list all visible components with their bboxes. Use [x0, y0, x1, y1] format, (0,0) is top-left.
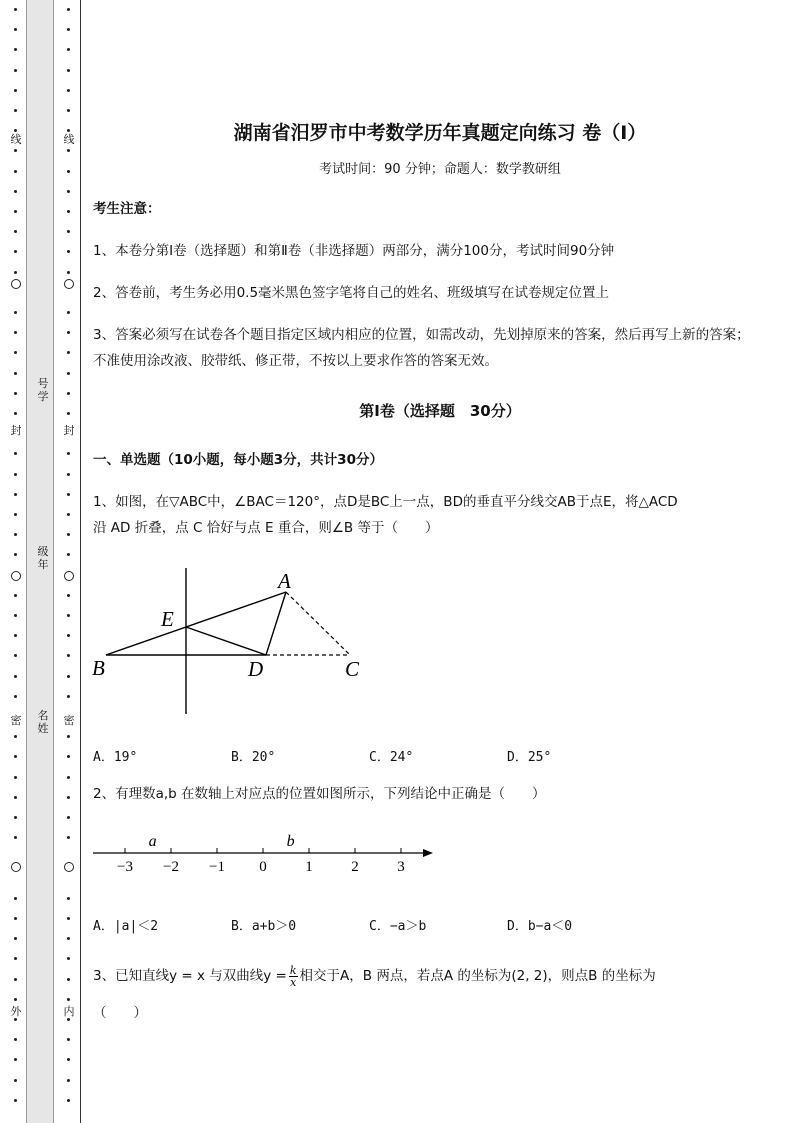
- binding-dot: [14, 210, 17, 213]
- binding-dot: [67, 533, 70, 536]
- binding-dot: [67, 331, 70, 334]
- binding-dot: [14, 776, 17, 779]
- binding-dot: [67, 351, 70, 354]
- binding-dot: [14, 271, 17, 274]
- notice-item-1: 1、本卷分第Ⅰ卷（选择题）和第Ⅱ卷（非选择题）两部分，满分100分，考试时间90分钟: [93, 243, 615, 259]
- binding-dot: [14, 190, 17, 193]
- notice-item-3: 3、答案必须写在试卷各个题目指定区域内相应的位置，如需改动，先划掉原来的答案，然后再写上新的答案；不准使用涂改液、胶带纸、修正带，不按以上要求作答的答案无效。: [93, 327, 750, 369]
- binding-dot: [67, 594, 70, 597]
- field-student-number: 号学: [37, 377, 49, 403]
- q2-option-c[interactable]: C．−a＞b: [369, 919, 427, 934]
- number-line-tick-label: 0: [259, 859, 267, 875]
- binding-dot: [14, 331, 17, 334]
- notice-item-2: 2、答卷前，考生务必用0.5毫米黑色签字笔将自己的姓名、班级填写在试卷规定位置上: [93, 285, 610, 301]
- binding-dot: [14, 553, 17, 556]
- binding-dot: [67, 1099, 70, 1102]
- q2-option-d[interactable]: D．b−a＜0: [507, 919, 573, 934]
- binding-dot: [14, 998, 17, 1001]
- binding-dot: [67, 816, 70, 819]
- q1-option-d[interactable]: D．25°: [507, 750, 552, 765]
- binding-dot: [67, 1038, 70, 1041]
- binding-dot: [67, 210, 70, 213]
- binding-dot: [67, 917, 70, 920]
- binding-circle: [64, 571, 74, 581]
- binding-dot: [14, 129, 17, 132]
- binding-circle: [11, 862, 21, 872]
- binding-circle: [64, 862, 74, 872]
- field-class: 级年: [37, 545, 49, 571]
- binding-dot: [67, 28, 70, 31]
- binding-dot: [14, 796, 17, 799]
- number-line-point-b: b: [286, 833, 295, 850]
- binding-dot: [14, 48, 17, 51]
- part-heading: 一、单选题（10小题，每小题3分，共计30分）: [93, 452, 383, 468]
- binding-dot: [67, 776, 70, 779]
- binding-dot: [67, 412, 70, 415]
- binding-dot: [14, 473, 17, 476]
- binding-dot: [67, 735, 70, 738]
- number-line-tick-label: −3: [117, 859, 133, 875]
- binding-dot: [14, 89, 17, 92]
- binding-circle: [11, 571, 21, 581]
- q1-option-a[interactable]: A．19°: [93, 750, 138, 765]
- binding-dot: [14, 1018, 17, 1021]
- binding-dot: [14, 351, 17, 354]
- binding-dot: [67, 695, 70, 698]
- binding-dot: [14, 149, 17, 152]
- binding-dot: [14, 816, 17, 819]
- binding-dot: [67, 1079, 70, 1082]
- binding-dot: [14, 675, 17, 678]
- binding-dot: [14, 1099, 17, 1102]
- label-D: D: [248, 657, 264, 681]
- binding-dot: [67, 897, 70, 900]
- binding-dot: [67, 978, 70, 981]
- q3-fraction: [289, 965, 298, 988]
- binding-dot: [14, 372, 17, 375]
- binding-dot: [67, 1058, 70, 1061]
- q3-fraction-denominator: x: [290, 975, 297, 989]
- binding-dot: [67, 392, 70, 395]
- q3-stem-part-a: 3、已知直线y = x 与双曲线y =: [93, 968, 287, 984]
- number-line-point-a: a: [148, 833, 157, 850]
- binding-dot: [14, 614, 17, 617]
- notice-heading: 考生注意：: [93, 201, 161, 217]
- binding-dot: [67, 250, 70, 253]
- binding-dot: [67, 614, 70, 617]
- binding-dot: [14, 1079, 17, 1082]
- page-title: 湖南省汨罗市中考数学历年真题定向练习 卷（Ⅰ）: [233, 122, 647, 144]
- binding-dot: [14, 513, 17, 516]
- right-label-mi: 密: [63, 714, 75, 727]
- binding-dot: [67, 957, 70, 960]
- binding-dot: [14, 1058, 17, 1061]
- binding-dot: [67, 796, 70, 799]
- binding-dot: [14, 735, 17, 738]
- binding-dot: [14, 392, 17, 395]
- binding-dot: [67, 372, 70, 375]
- binding-dot: [14, 695, 17, 698]
- binding-dot: [67, 129, 70, 132]
- label-C: C: [345, 657, 360, 681]
- binding-dot: [14, 836, 17, 839]
- binding-dot: [14, 250, 17, 253]
- binding-dot: [67, 1018, 70, 1021]
- number-line-tick-label: 1: [305, 859, 313, 875]
- field-name: 名姓: [37, 709, 49, 735]
- binding-dot: [67, 675, 70, 678]
- label-B: B: [92, 656, 105, 680]
- binding-circle: [64, 279, 74, 289]
- number-line-tick-label: −2: [163, 859, 179, 875]
- binding-dot: [14, 1038, 17, 1041]
- binding-dot: [14, 493, 17, 496]
- left-dot-column: [10, 0, 22, 1123]
- right-label-nei: 内: [63, 1005, 75, 1018]
- binding-dot: [67, 553, 70, 556]
- binding-dot: [14, 452, 17, 455]
- q2-option-a[interactable]: A．|a|＜2: [93, 919, 159, 934]
- binding-dot: [14, 957, 17, 960]
- binding-dot: [14, 230, 17, 233]
- binding-dot: [67, 69, 70, 72]
- binding-dot: [14, 755, 17, 758]
- left-label-mi: 密: [10, 714, 22, 727]
- binding-dot: [14, 937, 17, 940]
- q1-stem-line2: 沿 AD 折叠，点 C 恰好与点 E 重合，则∠B 等于（ ）: [93, 520, 439, 536]
- right-label-feng: 封: [63, 424, 75, 437]
- label-A: A: [278, 569, 291, 593]
- binding-dot: [67, 8, 70, 11]
- binding-dot: [67, 190, 70, 193]
- binding-dot: [67, 513, 70, 516]
- binding-dot: [67, 634, 70, 637]
- binding-dot: [67, 473, 70, 476]
- number-line-tick-label: 2: [351, 859, 359, 875]
- q2-stem: 2、有理数a,b 在数轴上对应点的位置如图所示，下列结论中正确是（ ）: [93, 786, 546, 802]
- binding-dot: [67, 654, 70, 657]
- binding-dot: [67, 271, 70, 274]
- binding-dot: [14, 109, 17, 112]
- q1-option-b[interactable]: B．20°: [231, 750, 276, 765]
- binding-dot: [67, 230, 70, 233]
- binding-dot: [67, 109, 70, 112]
- q1-triangle-figure: [88, 560, 378, 720]
- binding-dot: [14, 412, 17, 415]
- binding-dot: [67, 48, 70, 51]
- binding-dot: [14, 917, 17, 920]
- binding-dot: [14, 634, 17, 637]
- binding-dot: [67, 755, 70, 758]
- q2-number-line: [88, 828, 438, 878]
- binding-dot: [67, 937, 70, 940]
- number-line-tick-label: −1: [209, 859, 225, 875]
- q3-stem-part-b: 相交于A，B 两点，若点A 的坐标为(2, 2)，则点B 的坐标为: [299, 968, 656, 984]
- exam-info: 考试时间：90 分钟；命题人：数学教研组: [319, 162, 561, 177]
- q1-option-c[interactable]: C．24°: [369, 750, 414, 765]
- binding-dot: [14, 8, 17, 11]
- right-dot-column: [63, 0, 75, 1123]
- binding-dot: [67, 998, 70, 1001]
- left-label-feng: 封: [10, 424, 22, 437]
- left-label-wai: 外: [10, 1005, 22, 1018]
- binding-dot: [67, 493, 70, 496]
- margin-line: [80, 0, 81, 1123]
- binding-dot: [67, 149, 70, 152]
- binding-dot: [67, 836, 70, 839]
- binding-circle: [11, 279, 21, 289]
- binding-dot: [67, 452, 70, 455]
- binding-dot: [14, 594, 17, 597]
- q2-option-b[interactable]: B．a+b＞0: [231, 919, 297, 934]
- binding-dot: [14, 897, 17, 900]
- q3-answer-blank: （ ）: [93, 1005, 147, 1021]
- binding-dot: [14, 170, 17, 173]
- binding-dot: [67, 89, 70, 92]
- binding-dot: [14, 28, 17, 31]
- q3-stem: [93, 963, 656, 989]
- q1-stem-line1: 1、如图，在▽ABC中，∠BAC＝120°，点D是BC上一点，BD的垂直平分线交AB于点E，将△ACD: [93, 494, 678, 510]
- label-E: E: [161, 607, 174, 631]
- binding-dot: [14, 533, 17, 536]
- right-label-xian: 线: [63, 133, 75, 146]
- binding-dot: [67, 170, 70, 173]
- section-title: 第Ⅰ卷（选择题 30分）: [359, 402, 521, 420]
- binding-dot: [67, 311, 70, 314]
- q3-fraction-numerator: k: [289, 963, 297, 977]
- number-line-tick-label: 3: [397, 859, 405, 875]
- binding-dot: [14, 654, 17, 657]
- binding-dot: [14, 311, 17, 314]
- left-label-xian: 线: [10, 133, 22, 146]
- binding-dot: [14, 69, 17, 72]
- binding-dot: [14, 978, 17, 981]
